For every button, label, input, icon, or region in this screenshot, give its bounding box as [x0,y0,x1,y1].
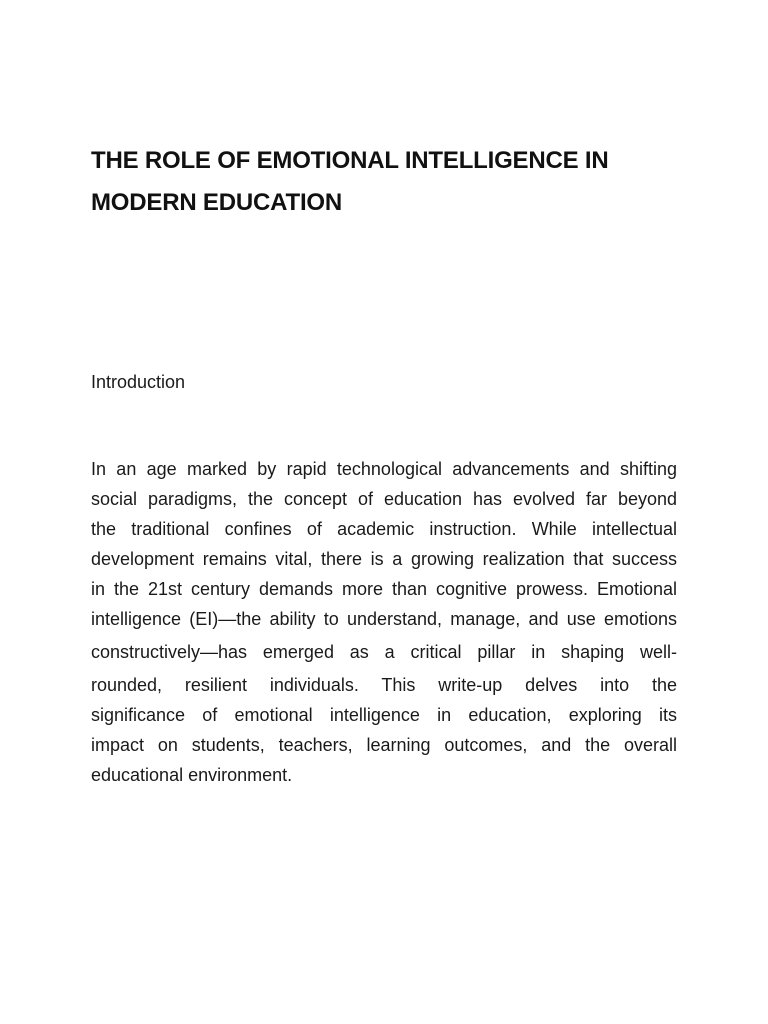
title-line: THE ROLE OF EMOTIONAL INTELLIGENCE IN [91,147,609,174]
paragraph-line: in the 21st century demands more than cognitive prowess. Emotional [91,579,677,599]
paragraph-line: educational environment. [91,765,293,785]
paragraph-line: development remains vital, there is a growing realization that success [91,549,677,569]
intro-paragraph [91,454,677,790]
paragraph-line: significance of emotional intelligence in education, exploring its [91,705,677,725]
document-title [91,140,681,224]
paragraph-line: rounded, resilient individuals. This write-up delves into the [91,675,677,695]
title-line: MODERN EDUCATION [91,189,343,216]
paragraph-line: In an age marked by rapid technological advancements and shifting [91,459,677,479]
paragraph-line: the traditional confines of academic instruction. While intellectual [91,519,677,539]
paragraph-line: intelligence (EI)—the ability to understand, manage, and use emotions [91,609,677,629]
paragraph-line: social paradigms, the concept of education has evolved far beyond [91,489,677,509]
section-heading: Introduction [91,372,186,392]
paragraph-line: constructively—has emerged as a critical pillar in shaping well- [91,642,677,662]
paragraph-line: impact on students, teachers, learning outcomes, and the overall [91,735,677,755]
